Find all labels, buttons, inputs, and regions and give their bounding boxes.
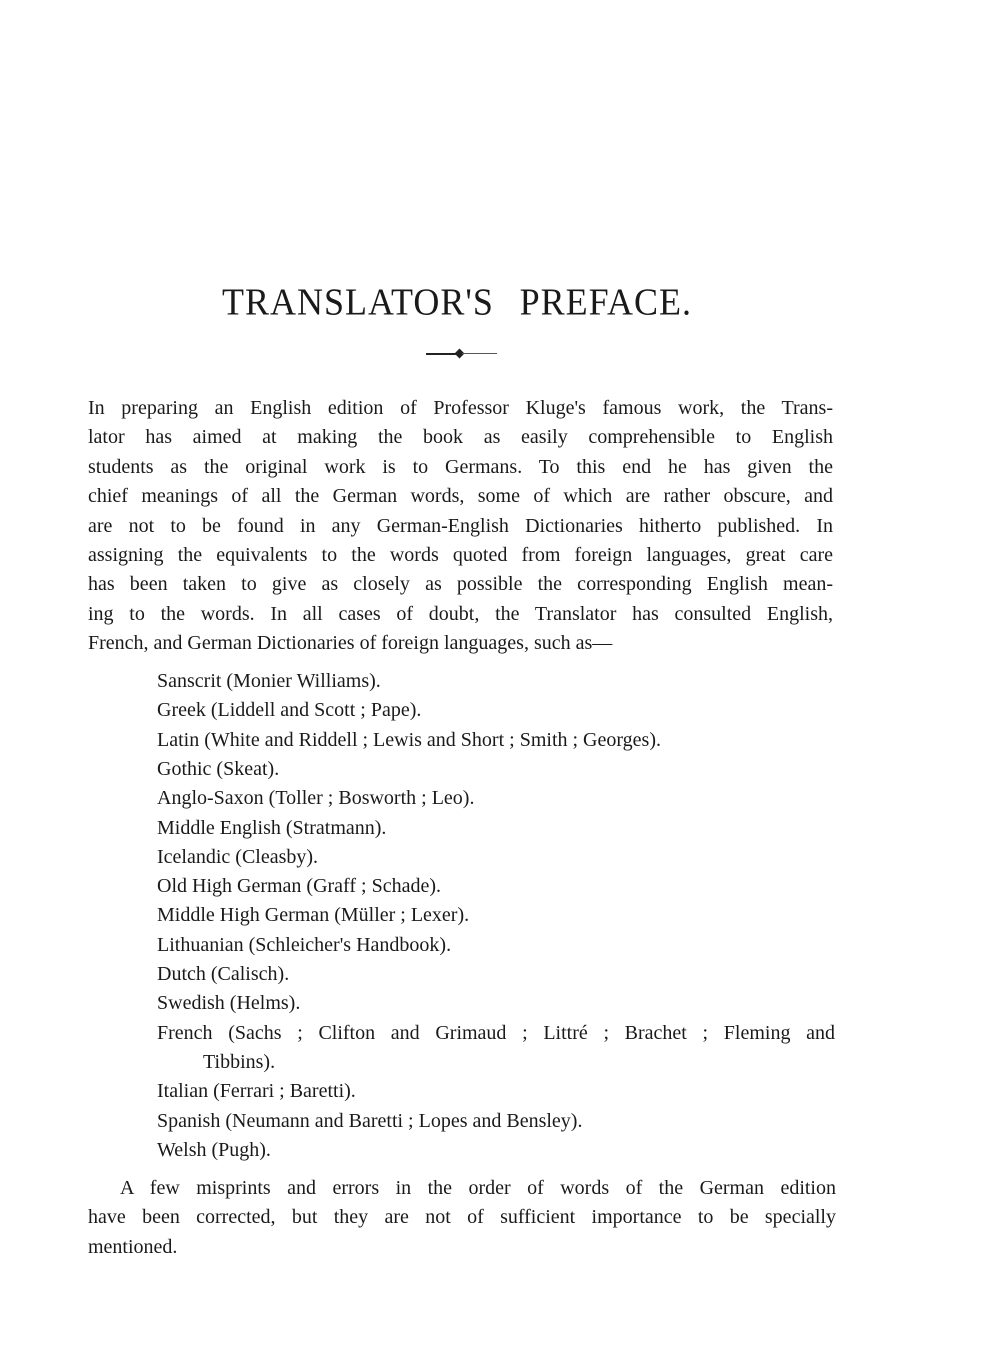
list-item: Latin (White and Riddell ; Lewis and Short ; Smith ; Georges). [157, 728, 661, 751]
ornament-divider [426, 353, 497, 355]
text-line: have been corrected, but they are not of sufficient importance to be specially [88, 1206, 836, 1229]
list-item: Dutch (Calisch). [157, 963, 290, 985]
text-line: ing to the words. In all cases of doubt, the Translator has consulted English, [88, 602, 833, 625]
text-line: are not to be found in any German-English Dictionaries hitherto published. In [88, 514, 833, 537]
text-line: students as the original work is to Germans. To this end he has given the [88, 455, 833, 478]
list-item: Icelandic (Cleasby). [157, 845, 319, 868]
list-item: Middle High German (Müller ; Lexer). [157, 904, 470, 927]
list-item: Welsh (Pugh). [157, 1138, 271, 1161]
text-line: lator has aimed at making the book as easily comprehensible to English [88, 426, 833, 449]
list-item: Middle English (Stratmann). [157, 816, 387, 839]
list-item: Spanish (Neumann and Baretti ; Lopes and Bensley). [157, 1109, 583, 1132]
list-item: Old High German (Graff ; Schade). [157, 875, 441, 898]
list-item: Greek (Liddell and Scott ; Pape). [157, 699, 422, 722]
text-line: mentioned. [88, 1235, 178, 1258]
page-title: TRANSLATOR'S PREFACE. [222, 281, 692, 323]
list-item: Gothic (Skeat). [157, 757, 280, 780]
text-line: A few misprints and errors in the order of words of the German edition [120, 1177, 836, 1199]
list-item: Swedish (Helms). [157, 992, 301, 1015]
text-line: In preparing an English edition of Professor Kluge's famous work, the Trans- [88, 397, 833, 419]
list-item: Italian (Ferrari ; Baretti). [157, 1080, 356, 1103]
list-item: French (Sachs ; Clifton and Grimaud ; Littré ; Brachet ; Fleming and [157, 1021, 835, 1044]
text-line: French, and German Dictionaries of foreign languages, such as— [88, 632, 613, 655]
list-item: Anglo-Saxon (Toller ; Bosworth ; Leo). [157, 787, 475, 810]
text-line: has been taken to give as closely as possible the corresponding English mean- [88, 573, 833, 596]
text-line: assigning the equivalents to the words quoted from foreign languages, great care [88, 544, 833, 566]
list-item: Sanscrit (Monier Williams). [157, 670, 381, 692]
list-item: Lithuanian (Schleicher's Handbook). [157, 933, 452, 956]
text-line: chief meanings of all the German words, some of which are rather obscure, and [88, 485, 833, 508]
list-item: Tibbins). [203, 1050, 276, 1073]
